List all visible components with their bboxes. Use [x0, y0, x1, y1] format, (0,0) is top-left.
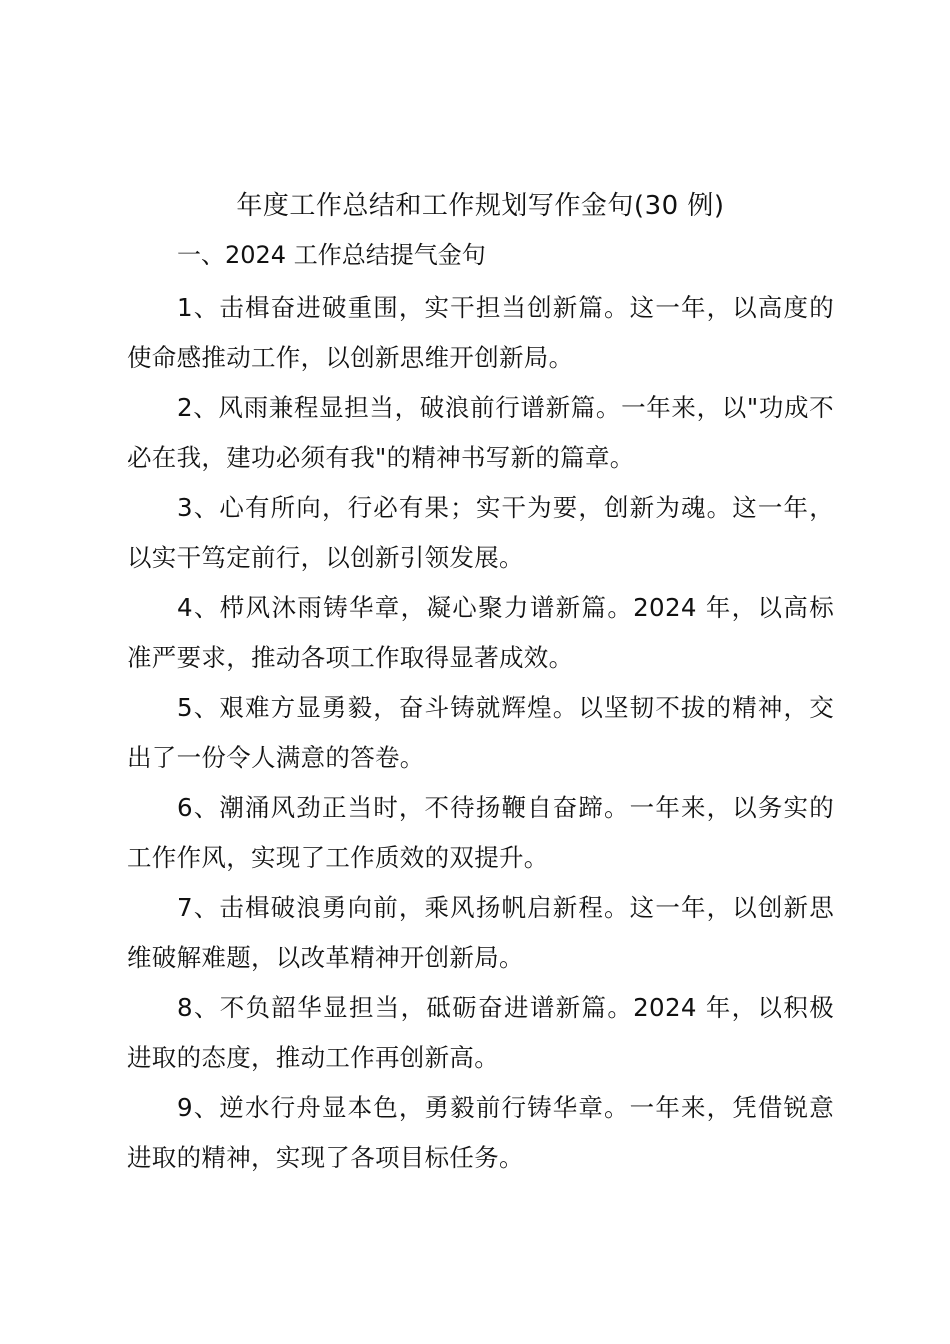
list-item: 3、心有所向，行必有果；实干为要，创新为魂。这一年，以实干笃定前行，以创新引领发展。: [127, 493, 834, 572]
document-body: [127, 183, 834, 1183]
list-item: 7、击楫破浪勇向前，乘风扬帆启新程。这一年，以创新思维破解难题，以改革精神开创新局。: [127, 893, 834, 972]
list-item: 2、风雨兼程显担当，破浪前行谱新篇。一年来，以"功成不必在我，建功必须有我"的精神书写新的篇章。: [127, 393, 834, 472]
list-item: 4、栉风沐雨铸华章，凝心聚力谱新篇。2024 年，以高标准严要求，推动各项工作取得显著成效。: [127, 593, 834, 672]
list-item: 8、不负韶华显担当，砥砺奋进谱新篇。2024 年，以积极进取的态度，推动工作再创新高。: [127, 993, 834, 1072]
document-title: 年度工作总结和工作规划写作金句(30 例): [236, 191, 725, 221]
list-item: 1、击楫奋进破重围，实干担当创新篇。这一年，以高度的使命感推动工作，以创新思维开创新局。: [127, 293, 834, 372]
list-item: 6、潮涌风劲正当时，不待扬鞭自奋蹄。一年来，以务实的工作作风，实现了工作质效的双提升。: [127, 793, 834, 872]
list-item: 5、艰难方显勇毅，奋斗铸就辉煌。以坚韧不拔的精神，交出了一份令人满意的答卷。: [127, 693, 834, 772]
section-heading: 一、2024 工作总结提气金句: [177, 241, 486, 269]
list-item: 9、逆水行舟显本色，勇毅前行铸华章。一年来，凭借锐意进取的精神，实现了各项目标任务。: [127, 1093, 834, 1172]
